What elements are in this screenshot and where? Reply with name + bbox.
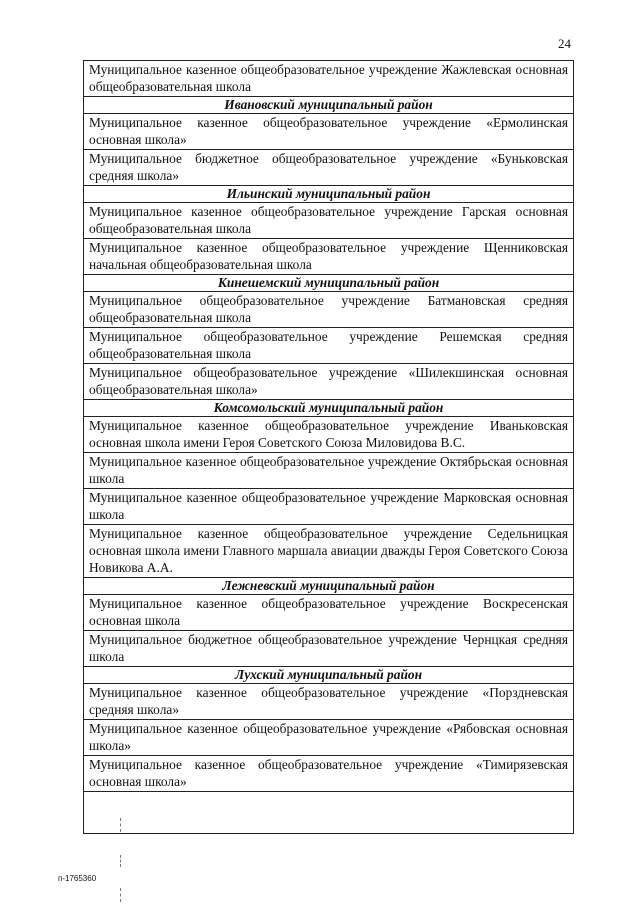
district-name: Ильинский муниципальный район [84,186,574,203]
district-header-row [84,186,574,203]
school-name: Муниципальное казенное общеобразовательное учреждение «Ермолинская основная школа» [84,114,574,150]
table-row [84,756,574,792]
margin-line [120,855,122,867]
table-body [84,61,574,834]
table-row [84,203,574,239]
school-name: Муниципальное казенное общеобразовательное учреждение Жажлевская основная общеобразовательная школа [84,61,574,97]
table-row [84,150,574,186]
table-row [84,720,574,756]
table-row [84,239,574,275]
district-header-row [84,97,574,114]
table-row [84,114,574,150]
table-row [84,525,574,578]
school-name: Муниципальное общеобразовательное учреждение Батмановская средняя общеобразовательная школа [84,292,574,328]
table-row [84,292,574,328]
margin-line [120,818,122,832]
district-name: Лухский муниципальный район [84,667,574,684]
school-name: Муниципальное общеобразовательное учреждение Решемская средняя общеобразовательная школа [84,328,574,364]
table-row [84,489,574,525]
school-name: Муниципальное казенное общеобразовательное учреждение Гарская основная общеобразовательная школа [84,203,574,239]
document-id: п-1765360 [58,874,97,883]
school-name: Муниципальное казенное общеобразовательное учреждение Щенниковская начальная общеобразовательная школа [84,239,574,275]
school-name: Муниципальное казенное общеобразовательное учреждение «Порздневская средняя школа» [84,684,574,720]
school-name: Муниципальное казенное общеобразовательное учреждение Иваньковская основная школа имени Героя Советского Союза Миловидова В.С. [84,417,574,453]
table-row [84,595,574,631]
district-name: Ивановский муниципальный район [84,97,574,114]
empty-cell [84,792,574,834]
school-name: Муниципальное казенное общеобразовательное учреждение «Тимирязевская основная школа» [84,756,574,792]
district-name: Лежневский муниципальный район [84,578,574,595]
district-header-row [84,578,574,595]
table-row [84,328,574,364]
table-row [84,684,574,720]
school-name: Муниципальное казенное общеобразовательное учреждение «Рябовская основная школа» [84,720,574,756]
table-row [84,631,574,667]
school-name: Муниципальное казенное общеобразовательное учреждение Воскресенская основная школа [84,595,574,631]
school-name: Муниципальное бюджетное общеобразовательное учреждение «Буньковская средняя школа» [84,150,574,186]
school-name: Муниципальное казенное общеобразовательное учреждение Седельницкая основная школа имени Главного маршала авиации дважды Героя Советского Союза Новикова А.А. [84,525,574,578]
district-name: Кинешемский муниципальный район [84,275,574,292]
school-table [83,60,574,834]
school-name: Муниципальное казенное общеобразовательное учреждение Марковская основная школа [84,489,574,525]
district-header-row [84,275,574,292]
district-header-row [84,667,574,684]
table-row [84,364,574,400]
table-row [84,61,574,97]
district-header-row [84,400,574,417]
table-row [84,453,574,489]
page-number: 24 [558,36,571,51]
table-row [84,417,574,453]
margin-line [120,888,122,902]
school-name: Муниципальное казенное общеобразовательное учреждение Октябрьская основная школа [84,453,574,489]
school-name: Муниципальное бюджетное общеобразовательное учреждение Чернцкая средняя школа [84,631,574,667]
school-name: Муниципальное общеобразовательное учреждение «Шилекшинская основная общеобразовательная школа» [84,364,574,400]
empty-row [84,792,574,834]
district-name: Комсомольский муниципальный район [84,400,574,417]
